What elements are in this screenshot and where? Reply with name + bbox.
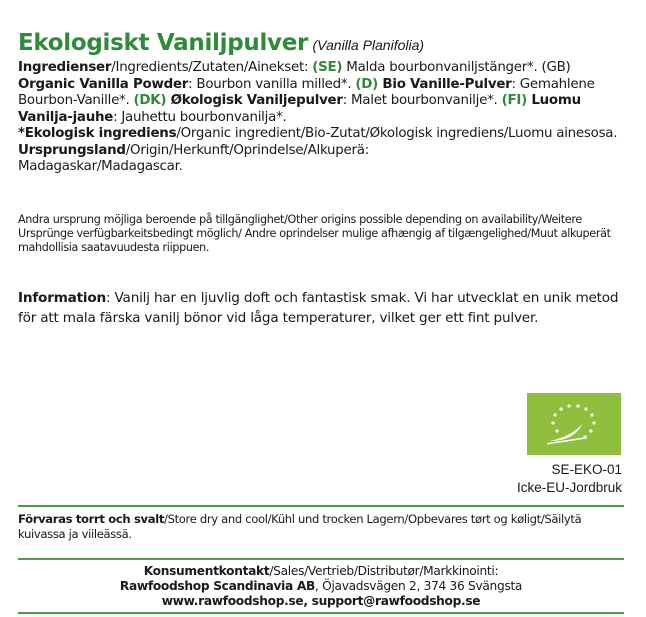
contact-line-1	[18, 564, 624, 579]
company-name: Rawfoodshop Scandinavia AB	[119, 579, 316, 593]
contact-heading-rest: /Sales/Vertrieb/Distributør/Markkinointi:	[269, 564, 499, 578]
ingredients-block	[18, 60, 630, 176]
lang-code-fi: (FI)	[501, 93, 527, 108]
ingredients-se-text: Malda bourbonvaniljstänger*. (GB)	[342, 60, 571, 75]
certification-origin: Icke-EU-Jordbruk	[516, 480, 622, 495]
contact-line-3	[18, 594, 624, 609]
lang-code-de: (D)	[355, 76, 378, 92]
divider-top	[18, 505, 624, 507]
ingredients-dk-text: : Malet bourbonvanilje*.	[342, 93, 502, 108]
ingredients-heading: Ingredienser	[18, 60, 112, 75]
origin-value: Madagaskar/Madagascar.	[18, 159, 183, 174]
ingredients-fi-name: Luomu Vanilja-jauhe	[18, 93, 581, 125]
ingredients-de-name: Bio Vanille-Pulver	[377, 76, 512, 92]
product-title	[18, 30, 638, 56]
origin-heading: Ursprungsland	[18, 142, 126, 158]
information-block	[18, 288, 630, 328]
origin-line	[18, 143, 630, 160]
divider-middle	[18, 558, 624, 560]
ingredients-de-text: : Gemahlene Bourbon-Vanille*.	[18, 76, 595, 108]
ingredients-dk-name: Økologisk Vaniljepulver	[166, 93, 343, 108]
ingredients-fi-text: : Jauhettu bourbonvanilja*.	[113, 109, 287, 125]
ingredients-gb-name: Organic Vanilla Powder	[18, 76, 189, 92]
divider-bottom	[18, 612, 624, 614]
organic-text: /Organic ingredient/Bio-Zutat/Økologisk ingrediens/Luomu ainesosa.	[176, 126, 618, 141]
latin-name: (Vanilla Planifolia)	[312, 37, 425, 53]
contact-block	[18, 564, 624, 609]
organic-note	[18, 126, 630, 143]
contact-heading: Konsumentkontakt	[143, 564, 270, 578]
eu-leaf-stars-icon	[527, 393, 621, 455]
information-heading: Information	[18, 290, 107, 306]
contact-line-2	[18, 579, 624, 594]
web-email: www.rawfoodshop.se, support@rawfoodshop.se	[161, 594, 481, 608]
eu-organic-leaf-icon	[527, 393, 621, 455]
storage-text: /Store dry and cool/Kühl und trocken Lagern/Opbevares tørt og køligt/Säilytä kuivassa ja viileässä.	[18, 512, 582, 541]
lang-code-dk: (DK)	[133, 93, 167, 108]
origin-availability-note: Andra ursprung möjliga beroende på tillgänglighet/Other origins possible depending on availability/Weitere Ursprünge verfügbarkeitsbedingt möglich/ Andre oprindelser mulige afhængig af tilgængelighed/Muut alkuperät mahdollisia saatavuudesta riippuen.	[18, 213, 611, 255]
product-name: Ekologiskt Vaniljpulver	[18, 30, 309, 56]
storage-block	[18, 512, 630, 541]
certification-block	[440, 461, 622, 497]
ingredients-heading-rest: /Ingredients/Zutaten/Ainekset:	[111, 60, 313, 75]
information-text: : Vanilj har en ljuvlig doft och fantastisk smak. Vi har utvecklat en unik metod för att mala färska vanilj bönor vid låga temperaturer, vilket ger ett fint pulver.	[18, 290, 619, 326]
ingredients-gb-text: : Bourbon vanilla milled*.	[188, 76, 356, 92]
lang-code-se: (SE)	[312, 60, 343, 75]
company-address: , Öjavadsvägen 2, 374 36 Svängsta	[315, 579, 523, 593]
certification-code: SE-EKO-01	[551, 462, 622, 477]
storage-heading: Förvaras torrt och svalt	[18, 512, 165, 526]
origin-heading-rest: /Origin/Herkunft/Oprindelse/Alkuperä:	[125, 142, 369, 158]
organic-heading: *Ekologisk ingrediens	[18, 126, 177, 141]
